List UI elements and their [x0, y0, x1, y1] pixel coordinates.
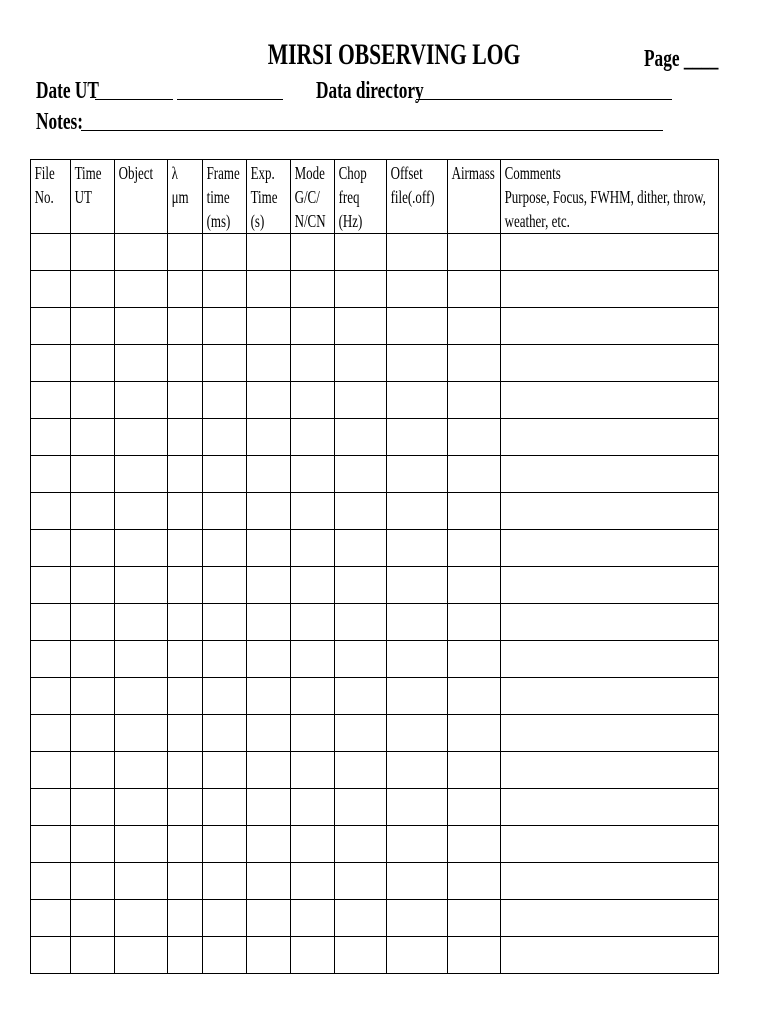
table-cell[interactable] — [115, 715, 168, 752]
table-cell[interactable] — [31, 456, 71, 493]
table-cell[interactable] — [387, 789, 448, 826]
table-cell[interactable] — [501, 752, 719, 789]
table-cell[interactable] — [31, 641, 71, 678]
table-cell[interactable] — [115, 863, 168, 900]
table-cell[interactable] — [168, 493, 203, 530]
table-cell[interactable] — [501, 308, 719, 345]
log-entries — [31, 234, 719, 974]
table-cell[interactable] — [203, 900, 247, 937]
table-cell[interactable] — [115, 789, 168, 826]
notes-field[interactable] — [81, 130, 663, 131]
observing-log-table — [30, 159, 719, 974]
table-cell[interactable] — [387, 308, 448, 345]
table-cell[interactable] — [291, 789, 335, 826]
table-cell[interactable] — [31, 863, 71, 900]
table-header-row — [31, 160, 719, 234]
table-cell[interactable] — [115, 752, 168, 789]
table-cell[interactable] — [115, 382, 168, 419]
table-cell[interactable] — [335, 419, 387, 456]
table-cell[interactable] — [71, 752, 115, 789]
table-cell[interactable] — [335, 234, 387, 271]
table-cell[interactable] — [335, 530, 387, 567]
table-cell[interactable] — [291, 271, 335, 308]
table-cell[interactable] — [335, 863, 387, 900]
table-cell[interactable] — [71, 456, 115, 493]
table-cell[interactable] — [501, 604, 719, 641]
table-cell[interactable] — [115, 271, 168, 308]
table-cell[interactable] — [448, 752, 501, 789]
col-header-chop-freq: Chop freq (Hz) — [335, 160, 387, 234]
col-header-exp-time: Exp. Time (s) — [247, 160, 291, 234]
table-row — [31, 345, 719, 382]
table-cell[interactable] — [115, 456, 168, 493]
table-cell[interactable] — [203, 530, 247, 567]
table-cell[interactable] — [335, 345, 387, 382]
table-cell[interactable] — [501, 567, 719, 604]
table-cell[interactable] — [168, 826, 203, 863]
table-row — [31, 604, 719, 641]
table-cell[interactable] — [168, 641, 203, 678]
col-header-offset-file: Offset file(.off) — [387, 160, 448, 234]
table-cell[interactable] — [31, 308, 71, 345]
table-cell[interactable] — [448, 308, 501, 345]
table-cell[interactable] — [247, 567, 291, 604]
col-header-object: Object — [115, 160, 168, 234]
table-cell[interactable] — [247, 419, 291, 456]
table-cell[interactable] — [168, 863, 203, 900]
table-cell[interactable] — [31, 826, 71, 863]
table-cell[interactable] — [203, 308, 247, 345]
table-cell[interactable] — [335, 789, 387, 826]
table-cell[interactable] — [31, 752, 71, 789]
table-cell[interactable] — [291, 234, 335, 271]
table-cell[interactable] — [168, 456, 203, 493]
table-cell[interactable] — [335, 678, 387, 715]
table-cell[interactable] — [291, 345, 335, 382]
table-cell[interactable] — [448, 419, 501, 456]
table-cell[interactable] — [71, 715, 115, 752]
table-cell[interactable] — [335, 937, 387, 974]
table-cell[interactable] — [335, 308, 387, 345]
table-cell[interactable] — [115, 641, 168, 678]
table-cell[interactable] — [247, 900, 291, 937]
table-cell[interactable] — [71, 641, 115, 678]
table-cell[interactable] — [291, 937, 335, 974]
table-cell[interactable] — [335, 715, 387, 752]
date-ut-field-2[interactable] — [177, 99, 283, 100]
table-cell[interactable] — [203, 937, 247, 974]
table-cell[interactable] — [31, 271, 71, 308]
table-cell[interactable] — [291, 493, 335, 530]
table-cell[interactable] — [203, 567, 247, 604]
table-row — [31, 900, 719, 937]
table-row — [31, 493, 719, 530]
table-cell[interactable] — [203, 715, 247, 752]
table-cell[interactable] — [168, 308, 203, 345]
table-cell[interactable] — [168, 937, 203, 974]
table-cell[interactable] — [291, 456, 335, 493]
table-cell[interactable] — [335, 456, 387, 493]
table-cell[interactable] — [31, 345, 71, 382]
table-cell[interactable] — [247, 493, 291, 530]
table-row — [31, 678, 719, 715]
table-cell[interactable] — [31, 937, 71, 974]
table-cell[interactable] — [247, 641, 291, 678]
table-cell[interactable] — [448, 530, 501, 567]
date-ut-field[interactable] — [95, 99, 173, 100]
table-cell[interactable] — [448, 789, 501, 826]
table-cell[interactable] — [115, 530, 168, 567]
table-cell[interactable] — [387, 752, 448, 789]
col-header-airmass: Airmass — [448, 160, 501, 234]
table-cell[interactable] — [448, 863, 501, 900]
table-cell[interactable] — [31, 234, 71, 271]
table-cell[interactable] — [387, 604, 448, 641]
table-cell[interactable] — [168, 715, 203, 752]
table-cell[interactable] — [335, 900, 387, 937]
table-cell[interactable] — [203, 641, 247, 678]
table-cell[interactable] — [387, 937, 448, 974]
table-cell[interactable] — [115, 308, 168, 345]
page-number-label: Page ____ — [644, 46, 719, 72]
table-cell[interactable] — [291, 567, 335, 604]
table-cell[interactable] — [247, 382, 291, 419]
table-cell[interactable] — [115, 234, 168, 271]
table-cell[interactable] — [448, 826, 501, 863]
table-row — [31, 863, 719, 900]
data-directory-label: Data directory — [316, 78, 424, 104]
table-cell[interactable] — [291, 419, 335, 456]
table-cell[interactable] — [448, 715, 501, 752]
table-cell[interactable] — [501, 234, 719, 271]
table-row — [31, 271, 719, 308]
table-cell[interactable] — [291, 604, 335, 641]
table-row — [31, 789, 719, 826]
table-row — [31, 419, 719, 456]
table-cell[interactable] — [387, 530, 448, 567]
table-cell[interactable] — [291, 678, 335, 715]
table-cell[interactable] — [115, 345, 168, 382]
table-cell[interactable] — [448, 604, 501, 641]
table-cell[interactable] — [71, 493, 115, 530]
table-cell[interactable] — [501, 678, 719, 715]
table-cell[interactable] — [448, 271, 501, 308]
table-cell[interactable] — [291, 752, 335, 789]
table-cell[interactable] — [203, 345, 247, 382]
table-cell[interactable] — [203, 604, 247, 641]
table-cell[interactable] — [31, 715, 71, 752]
table-cell[interactable] — [335, 271, 387, 308]
table-cell[interactable] — [247, 234, 291, 271]
table-cell[interactable] — [387, 826, 448, 863]
table-cell[interactable] — [291, 641, 335, 678]
table-cell[interactable] — [291, 900, 335, 937]
table-cell[interactable] — [387, 567, 448, 604]
table-cell[interactable] — [168, 530, 203, 567]
table-cell[interactable] — [335, 493, 387, 530]
table-cell[interactable] — [71, 382, 115, 419]
table-cell[interactable] — [203, 234, 247, 271]
table-cell[interactable] — [247, 308, 291, 345]
table-cell[interactable] — [247, 456, 291, 493]
table-cell[interactable] — [291, 308, 335, 345]
table-cell[interactable] — [168, 382, 203, 419]
table-cell[interactable] — [448, 937, 501, 974]
table-cell[interactable] — [501, 530, 719, 567]
table-cell[interactable] — [168, 752, 203, 789]
table-row — [31, 826, 719, 863]
table-cell[interactable] — [448, 900, 501, 937]
table-cell[interactable] — [501, 456, 719, 493]
table-cell[interactable] — [387, 234, 448, 271]
table-cell[interactable] — [168, 419, 203, 456]
table-cell[interactable] — [291, 826, 335, 863]
table-cell[interactable] — [203, 826, 247, 863]
table-cell[interactable] — [291, 382, 335, 419]
table-row — [31, 641, 719, 678]
table-cell[interactable] — [448, 234, 501, 271]
table-row — [31, 456, 719, 493]
table-cell[interactable] — [387, 493, 448, 530]
table-cell[interactable] — [31, 493, 71, 530]
table-cell[interactable] — [168, 567, 203, 604]
table-cell[interactable] — [501, 900, 719, 937]
table-row — [31, 715, 719, 752]
table-cell[interactable] — [387, 678, 448, 715]
table-cell[interactable] — [115, 567, 168, 604]
table-cell[interactable] — [387, 456, 448, 493]
table-cell[interactable] — [71, 271, 115, 308]
table-cell[interactable] — [115, 419, 168, 456]
table-cell[interactable] — [31, 382, 71, 419]
table-cell[interactable] — [247, 715, 291, 752]
table-cell[interactable] — [115, 604, 168, 641]
table-cell[interactable] — [448, 678, 501, 715]
table-cell[interactable] — [501, 271, 719, 308]
table-cell[interactable] — [115, 493, 168, 530]
table-cell[interactable] — [71, 826, 115, 863]
col-header-frame-time: Frame time (ms) — [203, 160, 247, 234]
table-cell[interactable] — [71, 567, 115, 604]
table-cell[interactable] — [203, 752, 247, 789]
table-cell[interactable] — [203, 271, 247, 308]
table-cell[interactable] — [31, 567, 71, 604]
table-cell[interactable] — [387, 900, 448, 937]
table-cell[interactable] — [501, 493, 719, 530]
table-cell[interactable] — [501, 641, 719, 678]
table-cell[interactable] — [71, 419, 115, 456]
col-header-time-ut: Time UT — [71, 160, 115, 234]
table-row — [31, 234, 719, 271]
table-cell[interactable] — [203, 493, 247, 530]
table-cell[interactable] — [247, 863, 291, 900]
table-cell[interactable] — [71, 530, 115, 567]
date-ut-label: Date UT — [36, 78, 99, 104]
table-cell[interactable] — [31, 789, 71, 826]
table-cell[interactable] — [501, 419, 719, 456]
table-cell[interactable] — [501, 345, 719, 382]
table-cell[interactable] — [387, 345, 448, 382]
table-cell[interactable] — [71, 937, 115, 974]
table-cell[interactable] — [501, 826, 719, 863]
table-cell[interactable] — [387, 382, 448, 419]
table-cell[interactable] — [203, 678, 247, 715]
col-header-file-no: File No. — [31, 160, 71, 234]
table-cell[interactable] — [448, 567, 501, 604]
table-cell[interactable] — [335, 567, 387, 604]
table-cell[interactable] — [71, 678, 115, 715]
table-cell[interactable] — [203, 419, 247, 456]
table-cell[interactable] — [448, 456, 501, 493]
table-cell[interactable] — [501, 789, 719, 826]
table-cell[interactable] — [115, 900, 168, 937]
table-cell[interactable] — [31, 530, 71, 567]
table-cell[interactable] — [71, 900, 115, 937]
table-cell[interactable] — [203, 382, 247, 419]
table-cell[interactable] — [335, 641, 387, 678]
table-cell[interactable] — [203, 863, 247, 900]
table-cell[interactable] — [247, 826, 291, 863]
table-cell[interactable] — [168, 900, 203, 937]
table-cell[interactable] — [168, 234, 203, 271]
table-cell[interactable] — [31, 419, 71, 456]
table-row — [31, 530, 719, 567]
table-cell[interactable] — [247, 789, 291, 826]
table-cell[interactable] — [247, 678, 291, 715]
table-cell[interactable] — [387, 863, 448, 900]
table-cell[interactable] — [71, 345, 115, 382]
data-directory-field[interactable] — [416, 99, 672, 100]
table-cell[interactable] — [335, 382, 387, 419]
notes-label: Notes: — [36, 109, 84, 135]
table-cell[interactable] — [168, 678, 203, 715]
table-cell[interactable] — [501, 382, 719, 419]
table-cell[interactable] — [335, 826, 387, 863]
table-cell[interactable] — [168, 271, 203, 308]
table-cell[interactable] — [71, 604, 115, 641]
table-cell[interactable] — [448, 641, 501, 678]
table-cell[interactable] — [501, 937, 719, 974]
table-cell[interactable] — [448, 345, 501, 382]
table-cell[interactable] — [247, 752, 291, 789]
table-cell[interactable] — [115, 937, 168, 974]
table-cell[interactable] — [31, 678, 71, 715]
table-cell[interactable] — [168, 345, 203, 382]
table-cell[interactable] — [387, 271, 448, 308]
table-cell[interactable] — [203, 789, 247, 826]
table-cell[interactable] — [203, 456, 247, 493]
table-cell[interactable] — [71, 308, 115, 345]
table-cell[interactable] — [291, 530, 335, 567]
table-cell[interactable] — [247, 937, 291, 974]
page-title: MIRSI OBSERVING LOG — [267, 38, 521, 71]
table-cell[interactable] — [501, 715, 719, 752]
col-header-wavelength: λ μm — [168, 160, 203, 234]
table-cell[interactable] — [335, 752, 387, 789]
table-cell[interactable] — [247, 271, 291, 308]
table-cell[interactable] — [501, 863, 719, 900]
table-row — [31, 937, 719, 974]
table-cell[interactable] — [387, 641, 448, 678]
table-cell[interactable] — [71, 234, 115, 271]
table-cell[interactable] — [31, 604, 71, 641]
table-row — [31, 567, 719, 604]
table-cell[interactable] — [335, 604, 387, 641]
table-cell[interactable] — [71, 863, 115, 900]
table-row — [31, 752, 719, 789]
table-cell[interactable] — [247, 345, 291, 382]
table-cell[interactable] — [247, 604, 291, 641]
table-cell[interactable] — [115, 678, 168, 715]
col-header-comments: Comments Purpose, Focus, FWHM, dither, throw, weather, etc. — [501, 160, 719, 234]
table-cell[interactable] — [71, 789, 115, 826]
table-cell[interactable] — [387, 715, 448, 752]
table-cell[interactable] — [247, 530, 291, 567]
table-cell[interactable] — [387, 419, 448, 456]
table-cell[interactable] — [291, 715, 335, 752]
table-cell[interactable] — [168, 604, 203, 641]
table-cell[interactable] — [291, 863, 335, 900]
table-cell[interactable] — [115, 826, 168, 863]
table-cell[interactable] — [168, 789, 203, 826]
table-cell[interactable] — [31, 900, 71, 937]
table-cell[interactable] — [448, 493, 501, 530]
table-cell[interactable] — [448, 382, 501, 419]
table-row — [31, 382, 719, 419]
table-row — [31, 308, 719, 345]
col-header-mode: Mode G/C/ N/CN — [291, 160, 335, 234]
